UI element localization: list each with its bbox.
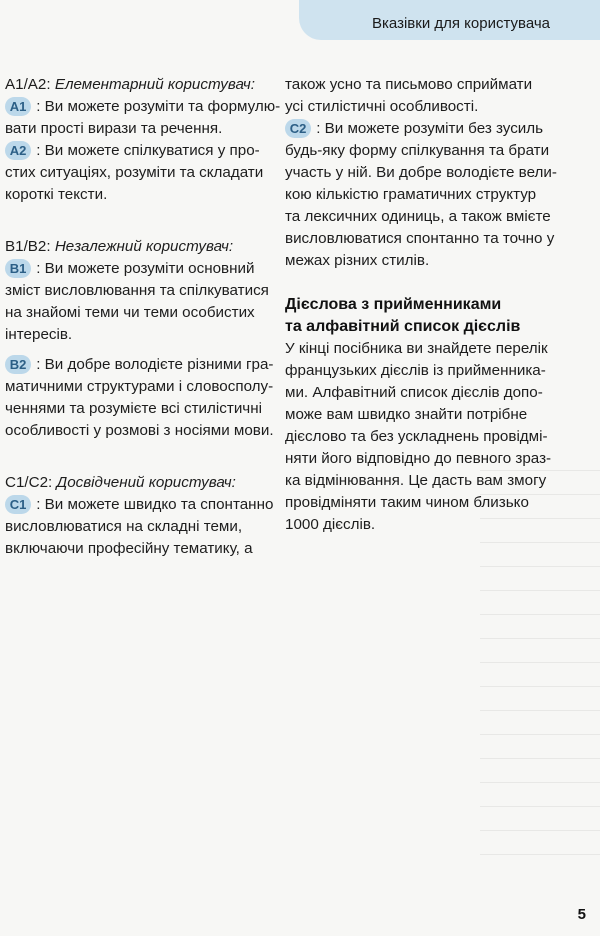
level-c2-line: будь-яку форму спілкування та брати: [285, 142, 550, 159]
level-a2-line: A2 : Ви можете спілкуватися у про-: [5, 140, 277, 162]
running-header-title: Вказівки для користувача: [372, 15, 550, 32]
level-a1-line: вати прості вирази та речення.: [5, 120, 223, 137]
level-c1-line: включаючи професійну тематику, а: [5, 540, 253, 557]
level-c1-line: висловлюватися на складні теми,: [5, 518, 243, 535]
level-b1-line: інтересів.: [5, 326, 73, 343]
header-tab: [299, 0, 600, 40]
right-column: [285, 74, 557, 536]
section-body-line: ка відмінювання. Це дасть вам змогу: [285, 472, 547, 489]
level-b1-line: на знайомі теми чи теми особистих: [5, 304, 255, 321]
level-b1-line: B1 : Ви можете розуміти основний: [5, 258, 277, 280]
level-a2-line: короткі тексти.: [5, 186, 108, 203]
level-a-code: A1/A2:: [5, 76, 51, 93]
section-heading-line: та алфавітний список дієслів: [285, 318, 521, 335]
level-badge-a2: A2: [5, 141, 31, 160]
level-c2-line: висловлюватися спонтанно та точно у: [285, 230, 555, 247]
section-body-line: 1000 дієслів.: [285, 516, 376, 533]
section-body-line: дієслово та без ускладнень провідмі-: [285, 428, 548, 445]
level-c2-line: C2 : Ви можете розуміти без зусиль: [285, 118, 547, 140]
level-badge-b1: B1: [5, 259, 31, 278]
level-b-name: Незалежний користувач:: [54, 238, 234, 255]
level-b1-description: [5, 258, 277, 346]
level-a-name: Елементарний користувач:: [54, 76, 255, 93]
level-a2-description: [5, 140, 277, 206]
level-c1-description: [5, 494, 277, 560]
section-body-line: няти його відповідно до певного зраз-: [285, 450, 552, 467]
section-body-line: провідміняти таким чином близько: [285, 494, 529, 511]
level-badge-b2: B2: [5, 355, 31, 374]
level-b-heading: [5, 236, 277, 258]
section-heading-line: Дієслова з прийменниками: [285, 296, 502, 313]
level-b2-line: особливості у розмові з носіями мови.: [5, 422, 274, 439]
level-b1-line: зміст висловлювання та спілкуватися: [5, 282, 269, 299]
level-a1-description: [5, 96, 281, 140]
level-c-name: Досвідчений користувач:: [56, 474, 236, 491]
section-heading: [285, 294, 547, 338]
level-badge-a1: A1: [5, 97, 31, 116]
level-c2-line: участь у ній. Ви добре володієте вели-: [285, 164, 557, 181]
page-number: 5: [577, 906, 586, 923]
section-body-line: ми. Алфавітний список дієслів допо-: [285, 384, 543, 401]
level-c2-line: межах різних стилів.: [285, 252, 430, 269]
section-body-line: може вам швидко знайти потрібне: [285, 406, 528, 423]
level-c2-line: та лексичних одиниць, а також вмієте: [285, 208, 551, 225]
left-column: [5, 74, 281, 560]
level-b2-description: [5, 354, 277, 442]
level-b2-line: ченнями та розумієте всі стилістичні: [5, 400, 262, 417]
level-a1-line: A1 : Ви можете розуміти та формулю-: [5, 96, 277, 118]
level-b-code: B1/B2:: [5, 238, 51, 255]
section-body: [285, 338, 552, 536]
level-b2-line: B2 : Ви добре володієте різними гра-: [5, 354, 277, 376]
continuation-line: також усно та письмово сприймати: [285, 76, 533, 93]
level-c-heading: [5, 472, 277, 494]
section-body-line: У кінці посібника ви знайдете перелік: [285, 340, 548, 357]
level-b2-line: матичними структурами і словосполу-: [5, 378, 274, 395]
level-a2-line: стих ситуаціях, розуміти та складати: [5, 164, 264, 181]
level-c-code: C1/C2:: [5, 474, 53, 491]
level-c2-description: [285, 118, 557, 272]
level-c1-line: C1 : Ви можете швидко та спонтанно: [5, 494, 277, 516]
level-c1-continuation: [285, 74, 547, 118]
level-badge-c1: C1: [5, 495, 31, 514]
section-body-line: французьких дієслів із прийменника-: [285, 362, 546, 379]
level-badge-c2: C2: [285, 119, 311, 138]
level-a-heading: [5, 74, 277, 96]
continuation-line: усі стилістичні особливості.: [285, 98, 479, 115]
level-c2-line: кою кількістю граматичних структур: [285, 186, 537, 203]
